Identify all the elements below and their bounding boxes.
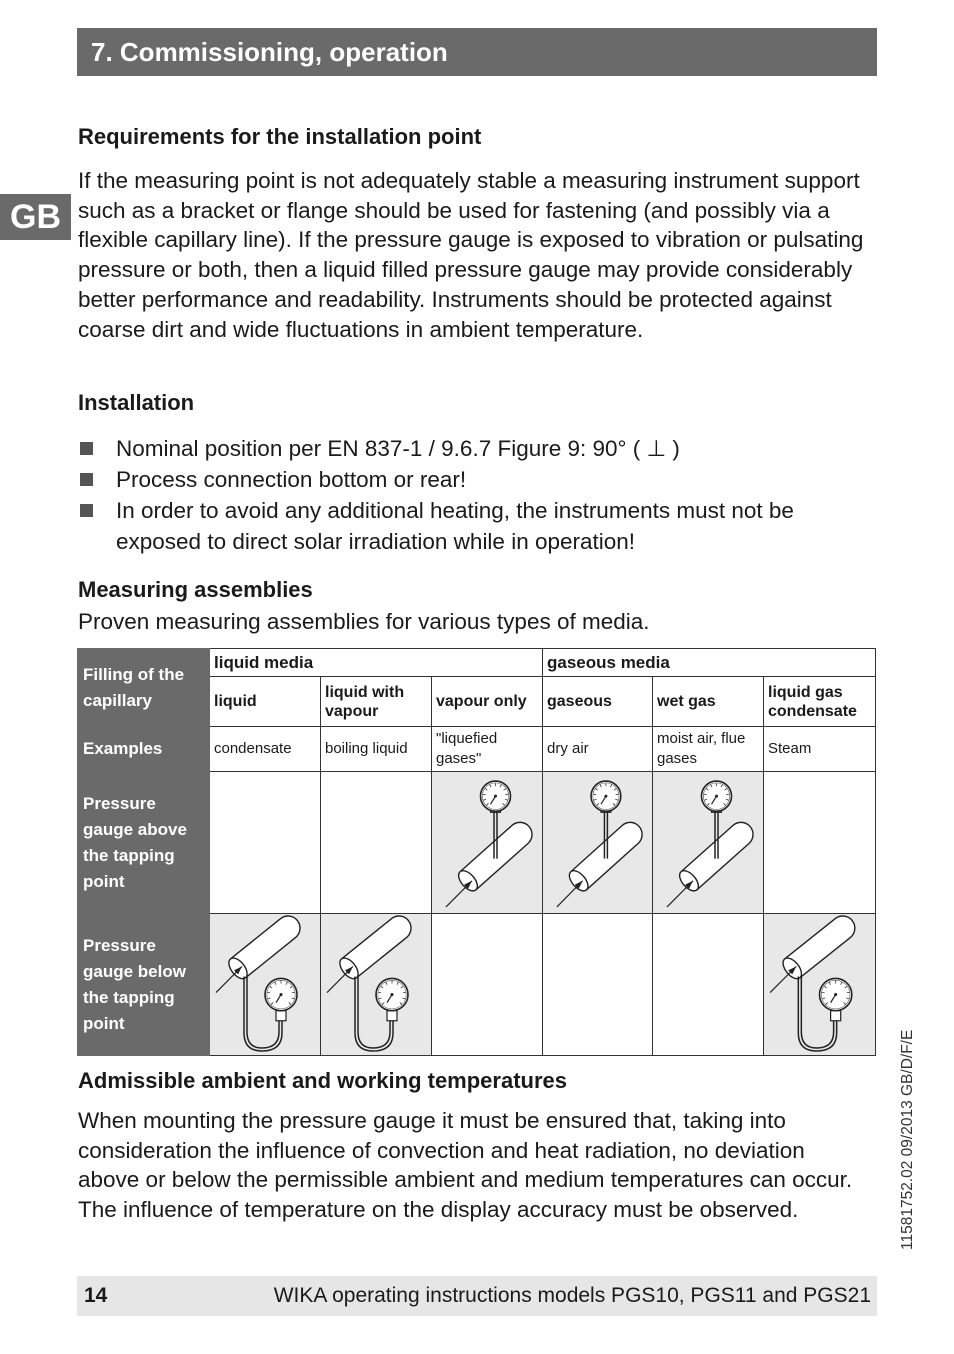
illustration-cell [210,772,321,914]
group-header-gaseous: gaseous media [543,649,876,677]
illustration-cell [432,914,543,1056]
document-reference: 11581752.02 09/2013 GB/D/F/E [899,1029,916,1250]
illustration-cell [321,914,432,1056]
column-header: vapour only [432,677,543,727]
page-number: 14 [84,1284,108,1307]
example-cell: dry air [543,727,653,772]
column-header: gaseous [543,677,653,727]
example-cell: condensate [210,727,321,772]
column-header: liquid with vapour [321,677,432,727]
row-header-examples: Examples [78,727,210,772]
gauge-above-icon [432,772,542,913]
illustration-cell [653,914,764,1056]
bullet-square-icon [80,473,93,486]
language-tab: GB [0,194,71,240]
example-cell: Steam [764,727,876,772]
example-cell: "liquefied gases" [432,727,543,772]
row-header-above: Pressure gauge above the tapping point [78,772,210,914]
example-cell: boiling liquid [321,727,432,772]
illustration-cell [543,914,653,1056]
requirements-text: If the measuring point is not adequately stable a measuring instrument support such as a bracket or flange should be used for fastening (and possibly via a flexible capillary line). If the pressure gauge is exposed to vibration or pulsating pressure or both, then a liquid filled pressure gauge may provide considerably better performance and readability. Instruments should be protected against coarse dirt and wide fluctuations in ambient temperature. [78,168,864,342]
illustration-cell [321,772,432,914]
gauge-below-icon [321,914,431,1055]
installation-list [78,433,868,557]
gauge-below-icon [764,914,875,1055]
installation-heading: Installation [78,390,195,415]
measuring-assemblies-table [77,648,876,1056]
list-item: In order to avoid any additional heating, the instruments must not be exposed to direct solar irradiation while in operation! [78,495,868,557]
column-header: liquid gas condensate [764,677,876,727]
list-item: Nominal position per EN 837-1 / 9.6.7 Figure 9: 90° ( ⊥ ) [78,433,868,464]
illustration-cell [543,772,653,914]
row-header-below: Pressure gauge below the tapping point [78,914,210,1056]
temperatures-text: When mounting the pressure gauge it must be ensured that, taking into consideration the influence of convection and heat radiation, no deviation above or below the permissible ambient and medium temperatures can occur. The influence of temperature on the display accuracy must be observed. [78,1108,853,1223]
temperatures-heading: Admissible ambient and working temperatures [78,1068,568,1093]
measuring-heading: Measuring assemblies [78,577,313,602]
gauge-above-icon [543,772,652,913]
bullet-square-icon [80,442,93,455]
gauge-below-icon [210,914,320,1055]
illustration-cell [653,772,764,914]
section-title: 7. Commissioning, operation [91,37,448,67]
column-header: wet gas [653,677,764,727]
gauge-above-icon [653,772,763,913]
bullet-square-icon [80,504,93,517]
example-cell: moist air, flue gases [653,727,764,772]
row-header-filling: Filling of the capillary [78,649,210,727]
group-header-liquid: liquid media [210,649,543,677]
column-header: liquid [210,677,321,727]
illustration-cell [432,772,543,914]
footer-text: WIKA operating instructions models PGS10, PGS11 and PGS21 [273,1284,871,1307]
illustration-cell [764,772,876,914]
page-footer [77,1276,877,1316]
requirements-heading: Requirements for the installation point [78,124,482,149]
list-item: Process connection bottom or rear! [78,464,868,495]
section-header [77,28,877,76]
illustration-cell [764,914,876,1056]
illustration-cell [210,914,321,1056]
measuring-subtitle: Proven measuring assemblies for various types of media. [78,609,650,634]
